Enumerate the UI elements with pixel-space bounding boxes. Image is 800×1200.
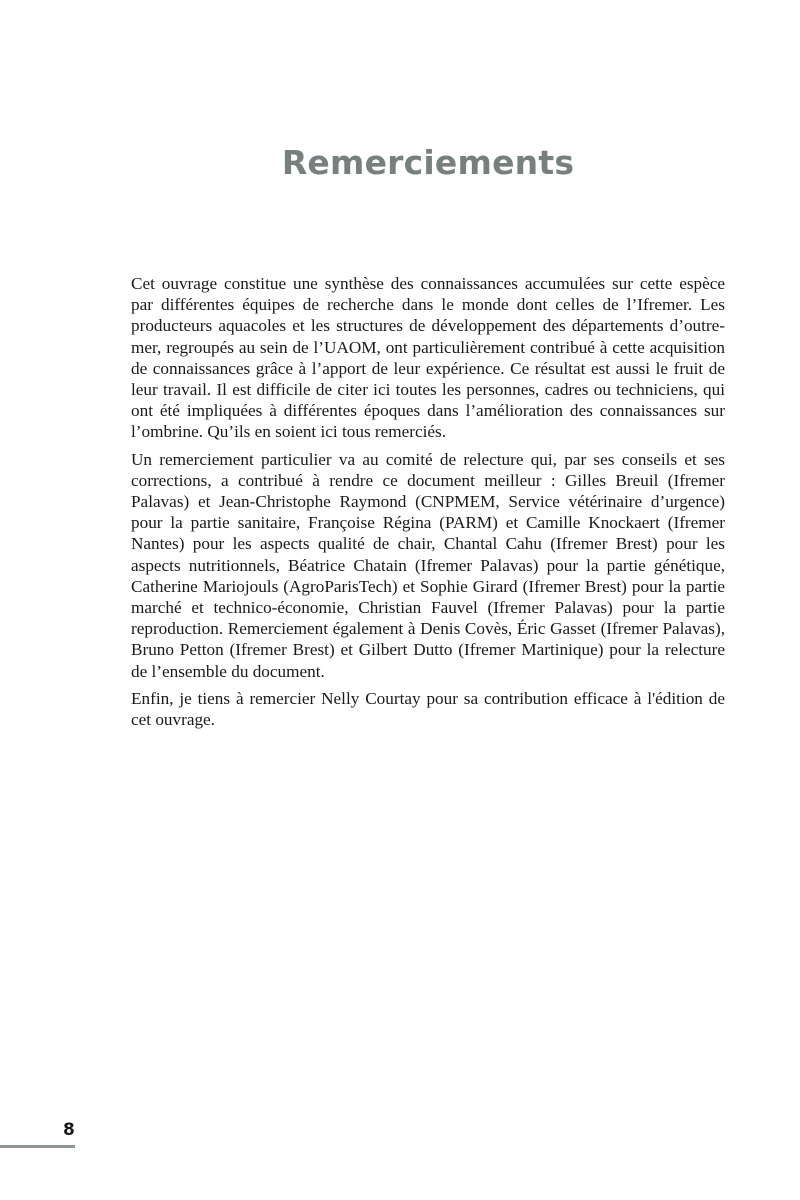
paragraph-edition-thanks: Enfin, je tiens à remercier Nelly Courtay pour sa contribution efficace à l'édition de cet ouvrage. [131, 688, 725, 730]
page-number: 8 [63, 1120, 75, 1140]
paragraph-review-committee: Un remerciement particulier va au comité de relecture qui, par ses conseils et ses corrections, a contribué à rendre ce document meilleur : Gilles Breuil (Ifremer Palavas) et Jean-Christophe Raymond (CNPMEM, Service vétérinaire d’urgence) pour la partie sanitaire, Françoise Régina (PARM) et Camille Knockaert (Ifremer Nantes) pour les aspects qualité de chair, Chantal Cahu (Ifremer Brest) pour les aspects nutritionnels, Béatrice Chatain (Ifremer Palavas) pour la partie génétique, Catherine Mariojouls (AgroParisTech) et Sophie Girard (Ifremer Brest) pour la partie marché et technico-économie, Christian Fauvel (Ifremer Palavas) pour la partie reproduction. Remerciement également à Denis Covès, Éric Gasset (Ifremer Palavas), Bruno Petton (Ifremer Brest) et Gilbert Dutto (Ifremer Martinique) pour la relecture de l’ensemble du document. [131, 449, 725, 681]
paragraph-synthesis: Cet ouvrage constitue une synthèse des connaissances accumulées sur cette espèce par différentes équipes de recherche dans le monde dont celles de l’Ifremer. Les producteurs aquacoles et les structures de développement des départements d’outre-mer, regroupés au sein de l’UAOM, ont particulièrement contribué à cette acquisition de connaissances grâce à l’apport de leur expérience. Ce résultat est aussi le fruit de leur travail. Il est difficile de citer ici toutes les personnes, cadres ou techniciens, qui ont été impliquées à différentes époques dans l’amélioration des connaissances sur l’ombrine. Qu’ils en soient ici tous remerciés. [131, 274, 725, 442]
acknowledgements-body [131, 273, 725, 736]
footer-rule [0, 1145, 75, 1148]
page-title: Remerciements [281, 143, 575, 182]
